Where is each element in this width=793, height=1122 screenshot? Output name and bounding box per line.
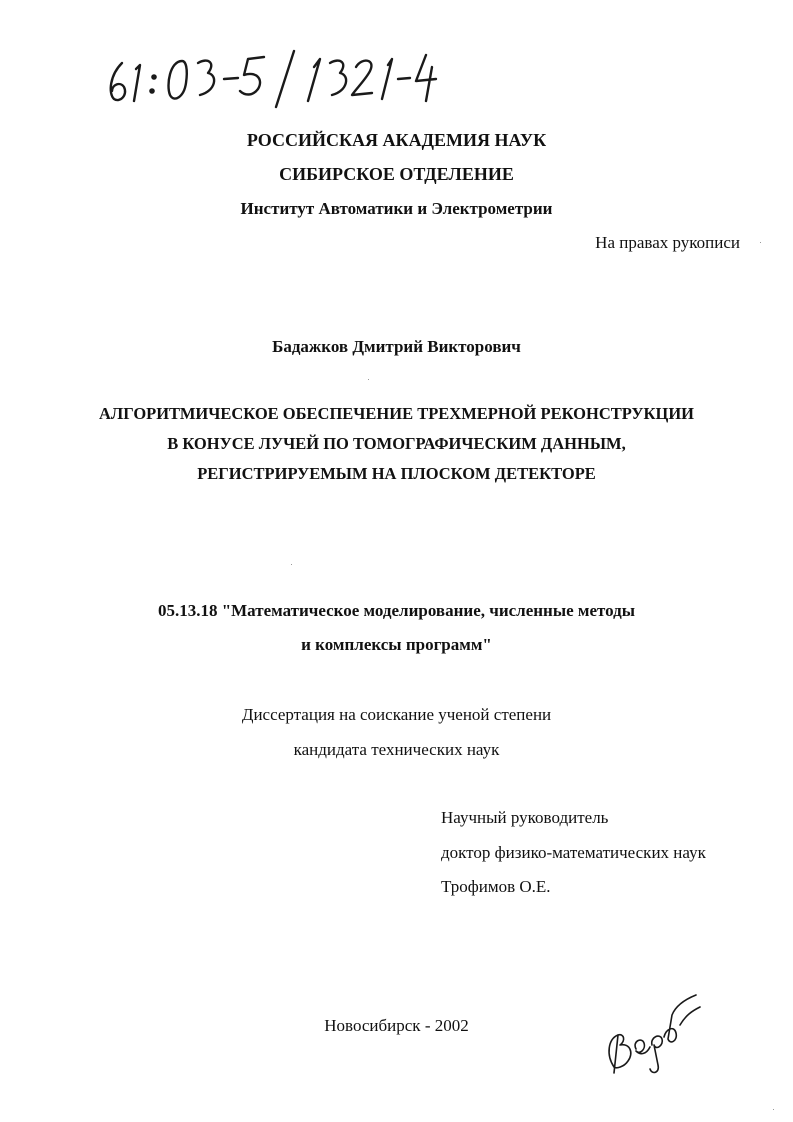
specialty-line-1: 05.13.18 "Математическое моделирование, численные методы: [157, 601, 636, 620]
academy-name: РОССИЙСКАЯ АКАДЕМИЯ НАУК: [246, 130, 547, 150]
supervisor-degree: доктор физико-математических наук: [441, 843, 706, 862]
supervisor-name: Трофимов О.Е.: [441, 877, 551, 896]
branch-name: СИБИРСКОЕ ОТДЕЛЕНИЕ: [279, 164, 514, 184]
place-year: Новосибирск - 2002: [324, 1016, 469, 1035]
scan-speck: [291, 564, 292, 565]
author-name: Бадажков Дмитрий Викторович: [272, 337, 521, 356]
title-line-1: АЛГОРИТМИЧЕСКОЕ ОБЕСПЕЧЕНИЕ ТРЕХМЕРНОЙ РЕКОНСТРУКЦИИ: [99, 404, 694, 423]
title-line-3: РЕГИСТРИРУЕМЫМ НА ПЛОСКОМ ДЕТЕКТОРЕ: [197, 464, 596, 483]
scan-speck: [773, 1109, 774, 1110]
title-line-2: В КОНУСЕ ЛУЧЕЙ ПО ТОМОГРАФИЧЕСКИМ ДАННЫМ,: [167, 434, 626, 453]
scan-speck: [368, 379, 369, 380]
scan-speck: [760, 242, 761, 243]
signature-image: [600, 985, 710, 1080]
specialty-line-2: и комплексы программ": [301, 635, 492, 654]
handwritten-archive-number: [100, 45, 440, 115]
institute-name: Институт Автоматики и Электрометрии: [240, 199, 553, 218]
manuscript-note: На правах рукописи: [595, 233, 740, 252]
degree-line-2: кандидата технических наук: [293, 740, 500, 759]
degree-line-1: Диссертация на соискание ученой степени: [241, 705, 552, 724]
supervisor-role: Научный руководитель: [441, 808, 609, 827]
